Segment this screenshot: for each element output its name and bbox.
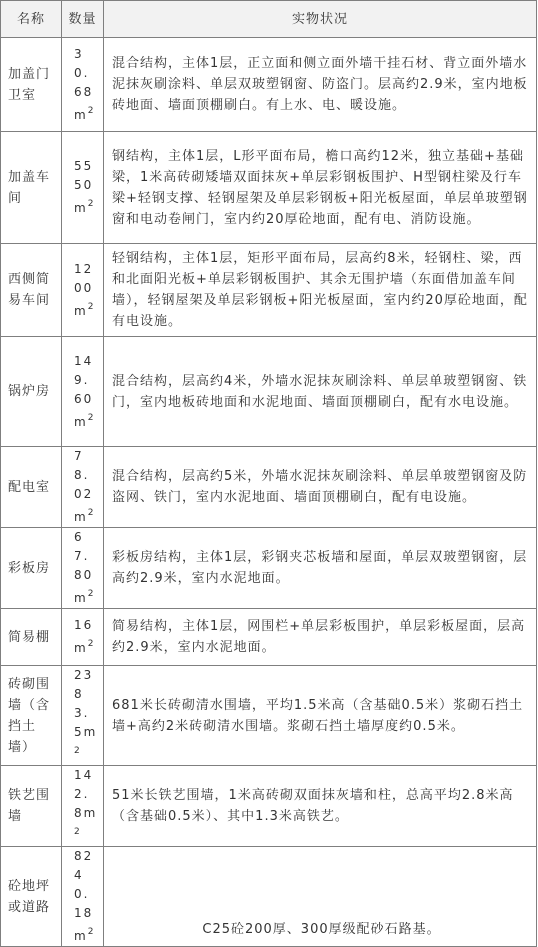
table-row [1,766,537,847]
row-name: 铁艺围墙 [1,766,62,847]
table-row [1,337,537,447]
row-desc: 轻钢结构，主体1层，矩形平面布局，层高约8米，轻钢柱、梁，西和北面阳光板+单层彩钢板围护、其余无围护墙（东面借加盖车间墙），轻钢屋架及单层彩钢板+阳光板屋面，室内约20厚砼地面，配有电设施。 [104,244,537,337]
row-desc: 混合结构，层高约5米，外墙水泥抹灰刷涂料、单层单玻塑钢窗及防盗网、铁门，室内水泥地面、墙面顶棚刷白，配有电设施。 [104,447,537,528]
header-name: 名称 [1,1,62,38]
row-qty: $149.60m^2$ [62,337,104,447]
row-name: 砼地坪或道路 [1,847,62,947]
row-desc: 51米长铁艺围墙，1米高砖砌双面抹灰墙和柱，总高平均2.8米高（含基础0.5米）、其中1.3米高铁艺。 [104,766,537,847]
row-name: 锅炉房 [1,337,62,447]
header-status: 实物状况 [104,1,537,38]
row-name: 西侧简易车间 [1,244,62,337]
row-qty: $2383.5m^2$ [62,666,104,766]
row-name: 简易棚 [1,609,62,666]
row-name: 加盖门卫室 [1,38,62,132]
table-row [1,38,537,132]
table-row [1,447,537,528]
table-row [1,132,537,244]
row-desc: 简易结构，主体1层，网围栏+单层彩板围护，单层彩板屋面，层高约2.9米，室内水泥地面。 [104,609,537,666]
table-row [1,666,537,766]
row-qty: $8240.18m^2$ [62,847,104,947]
row-desc: 钢结构，主体1层，L形平面布局，檐口高约12米，独立基础+基础梁，1米高砖砌矮墙双面抹灰+单层彩钢板围护、H型钢柱梁及行车梁+轻钢支撑、轻钢屋架及单层彩钢板+阳光板屋面，单层单玻塑钢窗和电动卷闸门，室内约20厚砼地面，配有电、消防设施。 [104,132,537,244]
row-qty: $142.8m^2$ [62,766,104,847]
row-name: 砖砌围墙（含挡土墙） [1,666,62,766]
header-qty: 数量 [62,1,104,38]
table-row [1,244,537,337]
row-desc: C25砼200厚、300厚级配砂石路基。 [104,847,537,947]
row-qty: $1200m^2$ [62,244,104,337]
row-qty: $67.80m^2$ [62,528,104,609]
row-name: 加盖车间 [1,132,62,244]
row-qty: $78.02m^2$ [62,447,104,528]
row-desc: 681米长砖砌清水围墙，平均1.5米高（含基础0.5米）浆砌石挡土墙+高约2米砖砌清水围墙。浆砌石挡土墙厚度约0.5米。 [104,666,537,766]
row-qty: $30.68m^2$ [62,38,104,132]
row-desc: 混合结构，层高约4米，外墙水泥抹灰刷涂料、单层单玻塑钢窗、铁门，室内地板砖地面和水泥地面、墙面顶棚刷白，配有水电设施。 [104,337,537,447]
table-row [1,847,537,947]
row-qty: $16m^2$ [62,609,104,666]
row-qty: $5550m^2$ [62,132,104,244]
row-name: 配电室 [1,447,62,528]
table-row [1,528,537,609]
row-desc: 彩板房结构，主体1层，彩钢夹芯板墙和屋面，单层双玻塑钢窗，层高约2.9米，室内水泥地面。 [104,528,537,609]
header-row [1,1,537,38]
row-desc: 混合结构，主体1层，正立面和侧立面外墙干挂石材、背立面外墙水泥抹灰刷涂料、单层双玻塑钢窗、防盗门。层高约2.9米，室内地板砖地面、墙面顶棚刷白。有上水、电、暖设施。 [104,38,537,132]
table-row [1,609,537,666]
row-name: 彩板房 [1,528,62,609]
